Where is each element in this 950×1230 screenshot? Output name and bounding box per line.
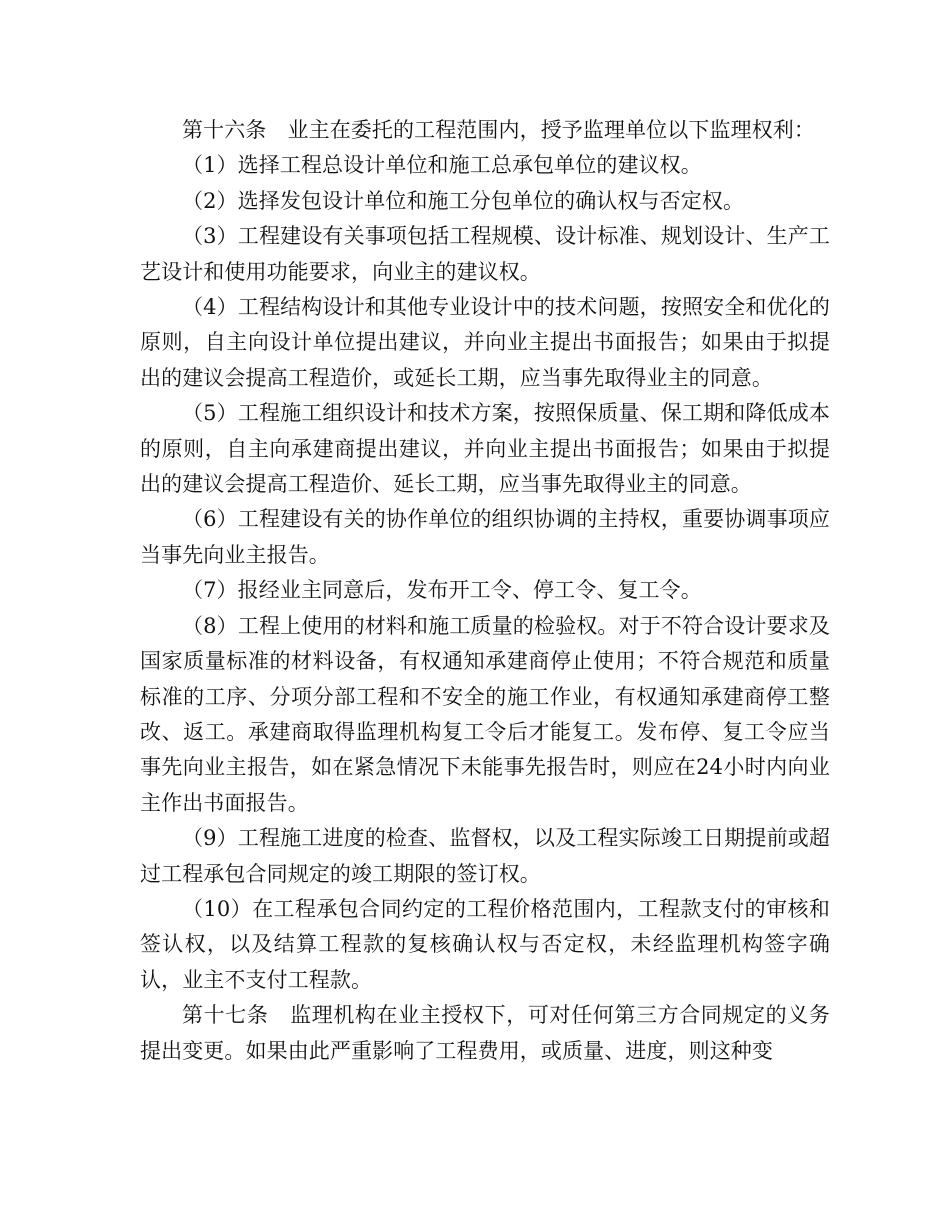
clause-8: （8）工程上使用的材料和施工质量的检验权。对于不符合设计要求及国家质量标准的材料设备，有权通知承建商停止使用；不符合规范和质量标准的工序、分项分部工程和不安全的施工作业，有权通知承建商停工整改、返工。承建商取得监理机构复工令后才能复工。发布停、复工令应当事先向业主报告，如在紧急情况下未能事先报告时，则应在24小时内向业主作出书面报告。 [140, 613, 830, 815]
clause-7: （7）报经业主同意后，发布开工令、停工令、复工令。 [182, 578, 702, 603]
document-body [140, 113, 830, 1069]
clause-10: （10）在工程承包合同约定的工程价格范围内，工程款支付的审核和签认权，以及结算工程款的复核确认权与否定权，未经监理机构签字确认，业主不支付工程款。 [140, 896, 830, 992]
clause-5: （5）工程施工组织设计和技术方案，按照保质量、保工期和降低成本的原则，自主向承建商提出建议，并向业主提出书面报告；如果由于拟提出的建议会提高工程造价、延长工期，应当事先取得业主的同意。 [140, 401, 830, 497]
article-17-paragraph: 第十七条 监理机构在业主授权下，可对任何第三方合同规定的义务提出变更。如果由此严重影响了工程费用，或质量、进度，则这种变 [140, 1003, 830, 1063]
clause-2: （2）选择发包设计单位和施工分包单位的确认权与否定权。 [182, 188, 745, 213]
clause-3: （3）工程建设有关事项包括工程规模、设计标准、规划设计、生产工艺设计和使用功能要求，向业主的建议权。 [140, 224, 830, 284]
clause-1: （1）选择工程总设计单位和施工总承包单位的建议权。 [182, 153, 702, 178]
article-16-heading: 第十六条 业主在委托的工程范围内，授予监理单位以下监理权利： [182, 118, 815, 142]
clause-4: （4）工程结构设计和其他专业设计中的技术问题，按照安全和优化的原则，自主向设计单位提出建议，并向业主提出书面报告；如果由于拟提出的建议会提高工程造价，或延长工期，应当事先取得业主的同意。 [140, 295, 830, 390]
clause-9: （9）工程施工进度的检查、监督权，以及工程实际竣工日期提前或超过工程承包合同规定的竣工期限的签订权。 [140, 826, 830, 886]
clause-6: （6）工程建设有关的协作单位的组织协调的主持权，重要协调事项应当事先向业主报告。 [140, 507, 830, 567]
